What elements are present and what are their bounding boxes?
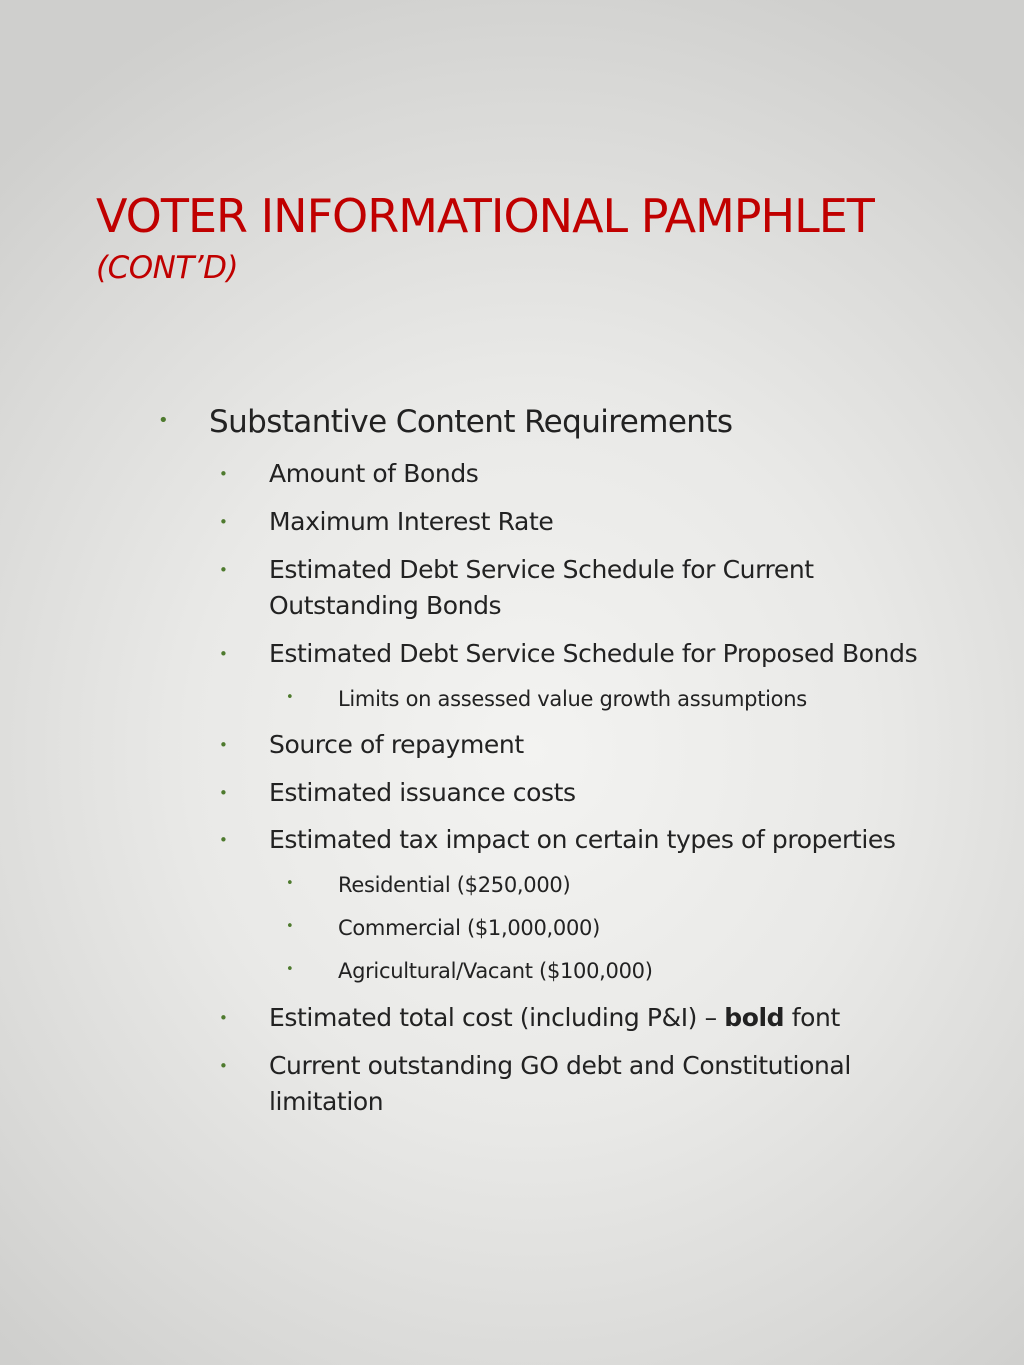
list-item-label: Agricultural/Vacant ($100,000) <box>338 959 653 983</box>
total-cost-suffix: font <box>784 1003 840 1032</box>
list-item-label-line1: Current outstanding GO debt and Constitutional <box>269 1051 851 1080</box>
bullet-icon: • <box>286 962 294 977</box>
list-item-label <box>269 1000 840 1036</box>
list-item-label: Commercial ($1,000,000) <box>338 916 600 940</box>
list-item-label: Substantive Content Requirements <box>209 404 733 440</box>
total-cost-bold: bold <box>724 1003 785 1032</box>
list-item-label-line1: Estimated Debt Service Schedule for Current <box>269 555 814 584</box>
bullet-icon: • <box>219 645 228 663</box>
bullet-icon: • <box>219 736 228 754</box>
list-item-label-line2: Outstanding Bonds <box>269 591 502 620</box>
list-item-label: Estimated Debt Service Schedule for Proposed Bonds <box>269 639 918 668</box>
list-item-label: Amount of Bonds <box>269 459 479 488</box>
bullet-icon: • <box>286 690 294 705</box>
slide-title <box>96 186 996 290</box>
list-item-label: Estimated tax impact on certain types of properties <box>269 825 896 854</box>
list-item-label: Source of repayment <box>269 730 524 759</box>
bullet-icon: • <box>219 561 228 579</box>
title-main: VOTER INFORMATIONAL PAMPHLET <box>96 189 874 243</box>
list-item-label: Limits on assessed value growth assumptions <box>338 687 807 711</box>
list-item-label: Estimated issuance costs <box>269 778 576 807</box>
list-item-label: Maximum Interest Rate <box>269 507 554 536</box>
bullet-icon: • <box>286 876 294 891</box>
bullet-icon: • <box>219 513 228 531</box>
bullet-icon: • <box>219 1057 228 1075</box>
bullet-icon: • <box>219 784 228 802</box>
title-subtitle: (CONT’D) <box>96 250 239 286</box>
bullet-icon: • <box>219 831 228 849</box>
bullet-icon: • <box>286 919 294 934</box>
total-cost-prefix: Estimated total cost (including P&I) – <box>269 1003 725 1032</box>
bullet-icon: • <box>158 410 169 431</box>
bullet-icon: • <box>219 1009 228 1027</box>
list-item-label: Residential ($250,000) <box>338 873 571 897</box>
bullet-icon: • <box>219 465 228 483</box>
list-item-label-line2: limitation <box>269 1087 384 1116</box>
